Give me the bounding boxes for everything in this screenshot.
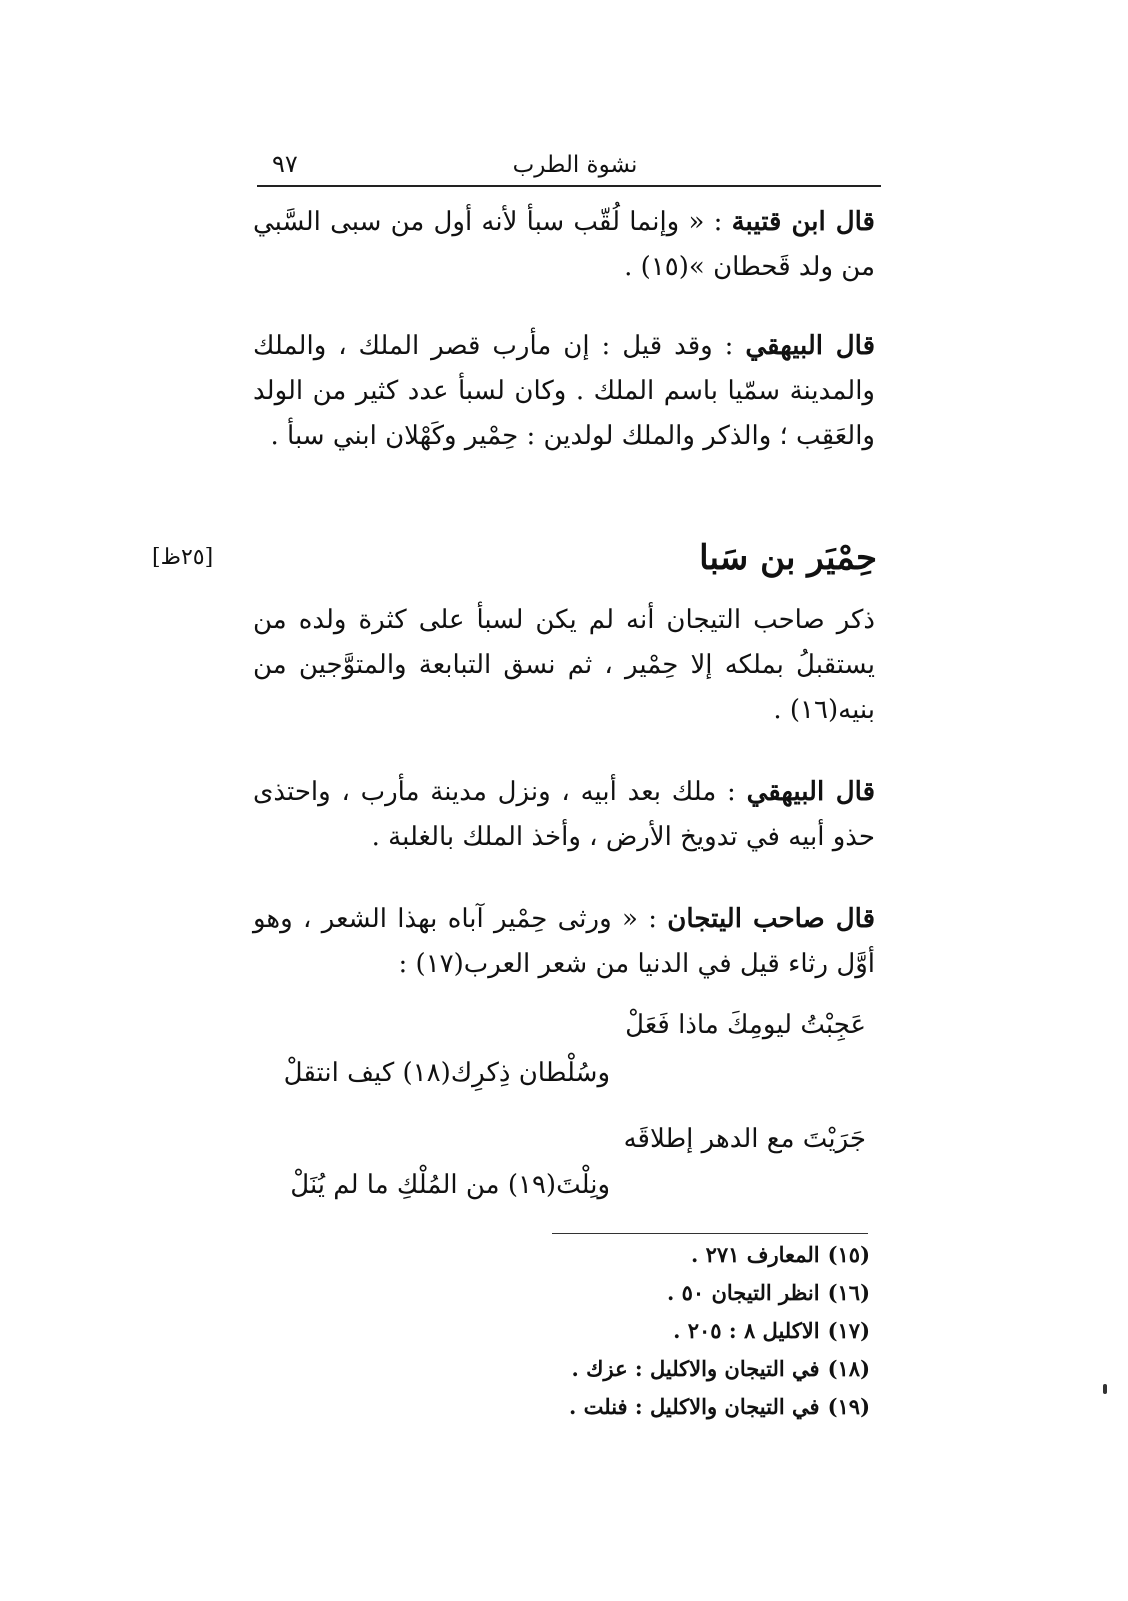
footnote-number: (١٦)	[827, 1280, 870, 1305]
footnote	[667, 1280, 870, 1305]
header-rule	[257, 185, 881, 187]
paragraph-lead: قال البيهقي	[745, 331, 876, 361]
section-heading: حِمْيَر بن سَبا	[699, 538, 877, 578]
footnote	[691, 1242, 870, 1267]
paragraph-text: : ملك بعد أبيه ، ونزل مدينة مأرب ، واحتذى حذو أبيه في تدويخ الأرض ، وأخذ الملك بالغلبة .	[253, 777, 875, 852]
footnote-number: (١٨)	[827, 1356, 870, 1381]
scan-speck	[1103, 1384, 1107, 1394]
paragraph-bayhaqi-himyar	[253, 770, 875, 860]
footnote-text: في التيجان والاكليل : فنلت .	[569, 1394, 820, 1419]
paragraph-text: ذكر صاحب التيجان أنه لم يكن لسبأ على كثرة ولده من يستقبلُ بملكه إلا حِمْير ، ثم نسق التبابعة والمتوَّجين من بنيه(١٦) .	[253, 605, 875, 725]
paragraph-lead: قال ابن قتيبة	[731, 207, 875, 237]
footnote-number: (١٩)	[827, 1394, 870, 1419]
footnote-number: (١٧)	[827, 1318, 870, 1343]
footnote	[572, 1356, 870, 1381]
paragraph-lead: قال البيهقي	[746, 777, 876, 807]
page-number: ٩٧	[272, 150, 298, 178]
paragraph-text: : « وإنما لُقّب سبأ لأنه أول من سبى السَّبي من ولد قَحطان »(١٥) .	[253, 207, 875, 282]
footnote	[569, 1394, 870, 1419]
paragraph-bayhaqi-marib	[253, 324, 875, 459]
footnote-rule	[552, 1233, 868, 1234]
paragraph-text: : « ورثى حِمْير آباه بهذا الشعر ، وهو أوَّل رثاء قيل في الدنيا من شعر العرب(١٧) :	[253, 904, 875, 979]
footnote-text: في التيجان والاكليل : عزك .	[571, 1356, 820, 1381]
paragraph-elegy-intro	[253, 897, 875, 987]
paragraph-lead: قال صاحب اليتجان	[667, 904, 875, 934]
footnote-number: (١٥)	[827, 1242, 870, 1267]
footnote-text: الاكليل ٨ : ٢٠٥ .	[673, 1318, 820, 1343]
running-header-title: نشوة الطرب	[512, 152, 638, 178]
footnote-text: انظر التيجان ٥٠ .	[666, 1280, 820, 1305]
paragraph-ibn-qutayba	[253, 200, 875, 290]
verse-1-second-hemistich: وسُلْطان ذِكرِك(١٨) كيف انتقلْ	[283, 1058, 610, 1088]
paragraph-tijan	[253, 598, 875, 733]
manuscript-folio-marker: [٢٥ظ]	[152, 545, 214, 570]
verse-2-first-hemistich: جَرَيْتَ مع الدهر إطلاقَه	[623, 1124, 866, 1154]
verse-2-second-hemistich: ونِلْتَ(١٩) من المُلْكِ ما لم يُنَلْ	[290, 1170, 610, 1200]
footnote	[673, 1318, 870, 1343]
paragraph-text: : وقد قيل : إن مأرب قصر الملك ، والملك والمدينة سمّيا باسم الملك . وكان لسبأ عدد كثير من الولد والعَقِب ؛ والذكر والملك لولدين : حِمْير وكَهْلان ابني سبأ .	[253, 331, 875, 451]
verse-1-first-hemistich: عَجِبْتُ ليومِكَ ماذا فَعَلْ	[625, 1010, 866, 1040]
footnote-text: المعارف ٢٧١ .	[690, 1242, 820, 1267]
